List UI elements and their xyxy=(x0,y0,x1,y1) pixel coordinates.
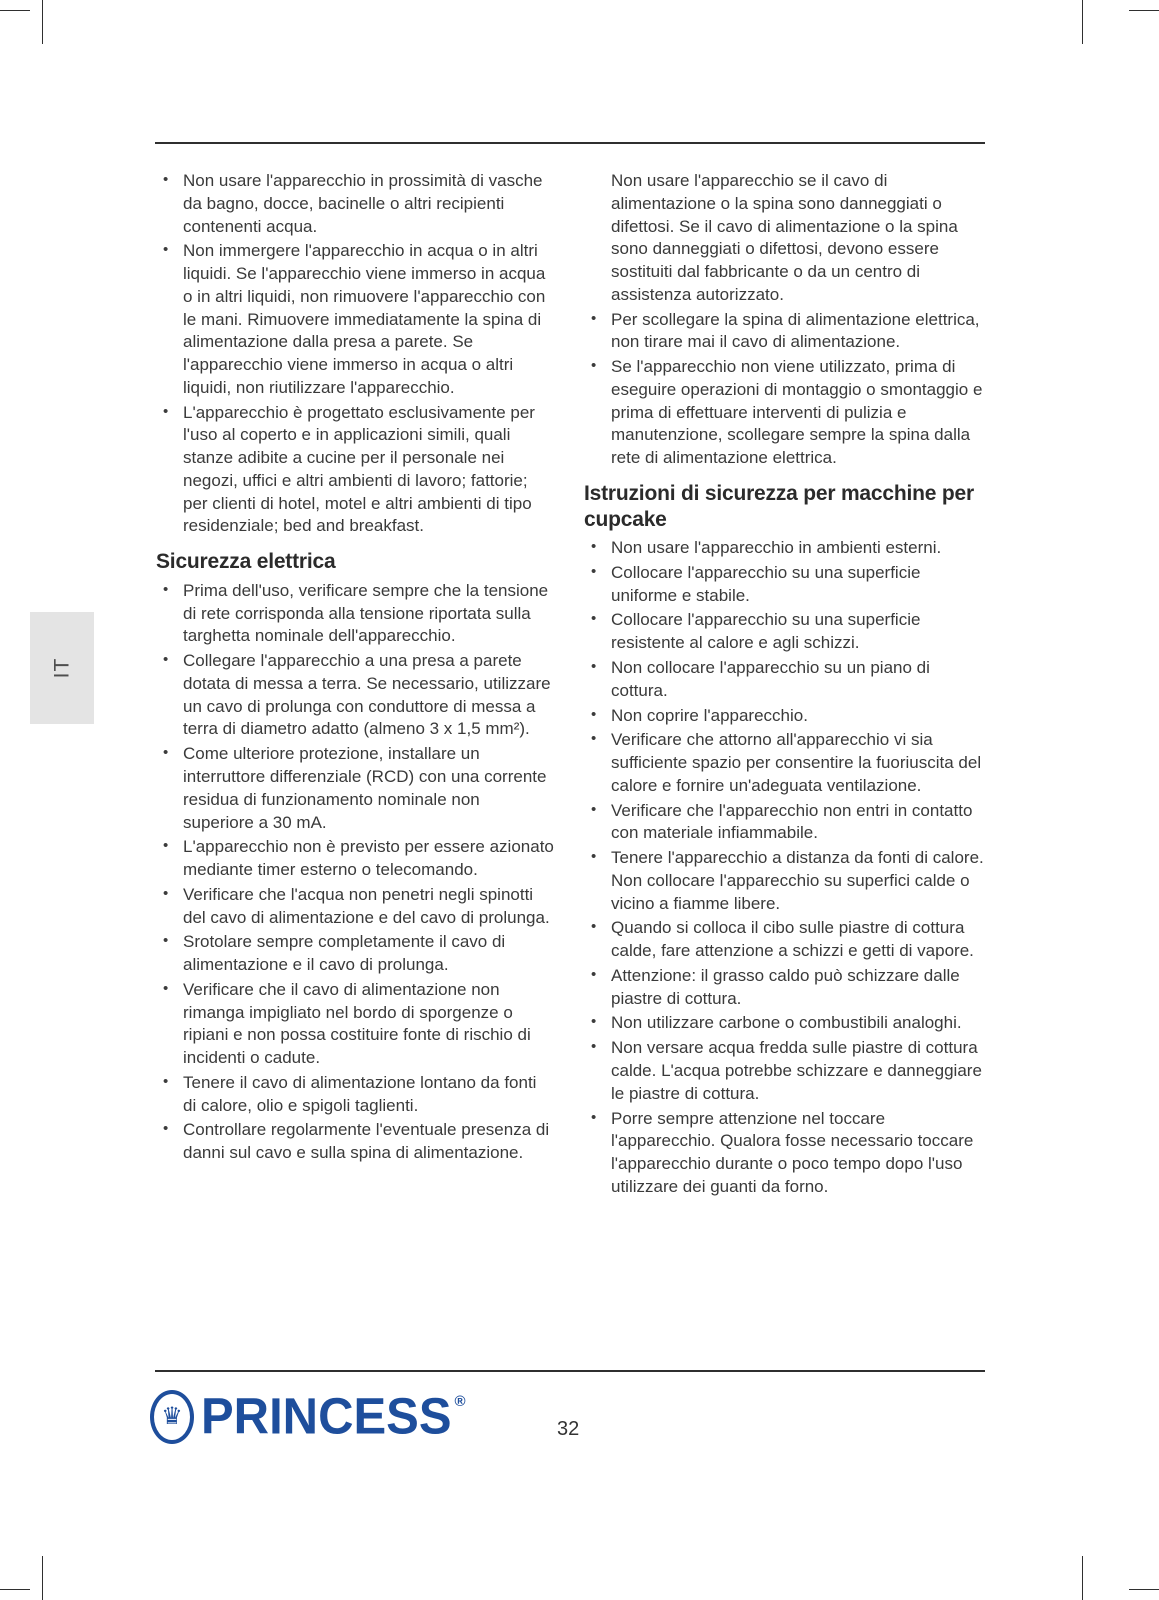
crop-mark xyxy=(42,0,43,44)
crop-mark xyxy=(1129,10,1159,11)
top-rule xyxy=(155,142,985,144)
left-column xyxy=(156,170,554,1167)
bullet-item: • Verificare che il cavo di alimentazione non rimanga impigliato nel bordo di sporgenze o ripiani e non possa costituire fonte di rischio di incidenti o cadute. xyxy=(156,979,554,1070)
crop-mark xyxy=(42,1556,43,1600)
bottom-rule xyxy=(155,1370,985,1372)
bullet-item: • Non usare l'apparecchio in ambienti esterni. xyxy=(584,537,988,560)
bullet-item: • Attenzione: il grasso caldo può schizzare dalle piastre di cottura. xyxy=(584,965,988,1011)
bullet-item: • Controllare regolarmente l'eventuale presenza di danni sul cavo e sulla spina di alimentazione. xyxy=(156,1119,554,1165)
brand-name: PRINCESS xyxy=(201,1388,452,1445)
crown-glyph: ♛ xyxy=(161,1403,183,1430)
bullet-item: • L'apparecchio è progettato esclusivamente per l'uso al coperto e in applicazioni simili, quali stanze adibite a cucine per il personale nei negozi, uffici e altri ambienti di lavoro; fattorie; per clienti di hotel, motel e altri ambienti di tipo residenziale; bed and breakfast. xyxy=(156,402,554,539)
page-number: 32 xyxy=(557,1418,580,1440)
bullet-item: • Verificare che attorno all'apparecchio vi sia sufficiente spazio per consentire la fuoriuscita del calore e fornire un'adeguata ventilazione. xyxy=(584,729,988,797)
intro-bullet-list xyxy=(156,170,554,538)
bullet-item: • Come ulteriore protezione, installare un interruttore differenziale (RCD) con una corrente residua di funzionamento nominale non superiore a 30 mA. xyxy=(156,743,554,834)
brand-logo xyxy=(150,1390,466,1444)
registered-trademark-symbol: ® xyxy=(454,1392,466,1410)
continued-paragraph: Non usare l'apparecchio se il cavo di alimentazione o la spina sono danneggiati o difettosi. Se il cavo di alimentazione o la spina sono danneggiati o difettosi, devono essere sostituiti dal fabbricante o da un centro di assistenza autorizzato. xyxy=(611,171,958,304)
bullet-item: • Non utilizzare carbone o combustibili analoghi. xyxy=(584,1012,988,1035)
bullet-item: • Tenere il cavo di alimentazione lontano da fonti di calore, olio e spigoli taglienti. xyxy=(156,1072,554,1118)
cupcake-safety-bullet-list xyxy=(584,537,988,1198)
bullet-item: • Porre sempre attenzione nel toccare l'apparecchio. Qualora fosse necessario toccare l'apparecchio durante o poco tempo dopo l'uso utilizzare dei guanti da forno. xyxy=(584,1108,988,1199)
bullet-item: • Se l'apparecchio non viene utilizzato, prima di eseguire operazioni di montaggio o smontaggio e prima di effettuare interventi di pulizia e manutenzione, scollegare sempre la spina dalla rete di alimentazione elettrica. xyxy=(584,356,988,470)
power-plug-bullet-list xyxy=(584,309,988,470)
crop-mark xyxy=(1082,1556,1083,1600)
crop-mark xyxy=(0,1589,30,1590)
right-column xyxy=(584,170,988,1201)
section-title-electrical-safety: Sicurezza elettrica xyxy=(156,550,336,574)
bullet-item: • Non versare acqua fredda sulle piastre di cottura calde. L'acqua potrebbe schizzare e danneggiare le piastre di cottura. xyxy=(584,1037,988,1105)
bullet-item: • Quando si colloca il cibo sulle piastre di cottura calde, fare attenzione a schizzi e getti di vapore. xyxy=(584,917,988,963)
bullet-item: • Per scollegare la spina di alimentazione elettrica, non tirare mai il cavo di alimentazione. xyxy=(584,309,988,355)
language-tab xyxy=(30,612,94,724)
section-title-cupcake-safety: Istruzioni di sicurezza per macchine per cupcake xyxy=(584,481,974,531)
crop-mark xyxy=(0,10,30,11)
electrical-safety-bullet-list xyxy=(156,580,554,1165)
crown-icon xyxy=(150,1390,194,1444)
bullet-item: • Non coprire l'apparecchio. xyxy=(584,705,988,728)
bullet-item: • Non immergere l'apparecchio in acqua o in altri liquidi. Se l'apparecchio viene immerso in acqua o in altri liquidi, non rimuovere l'apparecchio con le mani. Rimuovere immediatamente la spina di alimentazione dalla presa a parete. Se l'apparecchio viene immerso in acqua o altri liquidi, non riutilizzare l'apparecchio. xyxy=(156,240,554,399)
bullet-item: • Non usare l'apparecchio in prossimità di vasche da bagno, docce, bacinelle o altri recipienti contenenti acqua. xyxy=(156,170,554,238)
bullet-item: • Tenere l'apparecchio a distanza da fonti di calore. Non collocare l'apparecchio su superfici calde o vicino a fiamme libere. xyxy=(584,847,988,915)
bullet-item: • L'apparecchio non è previsto per essere azionato mediante timer esterno o telecomando. xyxy=(156,836,554,882)
crop-mark xyxy=(1082,0,1083,44)
bullet-item: • Non collocare l'apparecchio su un piano di cottura. xyxy=(584,657,988,703)
bullet-item: • Srotolare sempre completamente il cavo di alimentazione e il cavo di prolunga. xyxy=(156,931,554,977)
bullet-item: • Prima dell'uso, verificare sempre che la tensione di rete corrisponda alla tensione riportata sulla targhetta nominale dell'apparecchio. xyxy=(156,580,554,648)
language-tab-label: IT xyxy=(49,657,73,679)
bullet-item: • Verificare che l'apparecchio non entri in contatto con materiale infiammabile. xyxy=(584,800,988,846)
bullet-item: • Collocare l'apparecchio su una superficie uniforme e stabile. xyxy=(584,562,988,608)
bullet-item: • Collocare l'apparecchio su una superficie resistente al calore e agli schizzi. xyxy=(584,609,988,655)
bullet-item: • Collegare l'apparecchio a una presa a parete dotata di messa a terra. Se necessario, utilizzare un cavo di prolunga con conduttore di messa a terra di diametro adatto (almeno 3 x 1,5 mm²). xyxy=(156,650,554,741)
bullet-item: • Verificare che l'acqua non penetri negli spinotti del cavo di alimentazione e del cavo di prolunga. xyxy=(156,884,554,930)
crop-mark xyxy=(1129,1589,1159,1590)
